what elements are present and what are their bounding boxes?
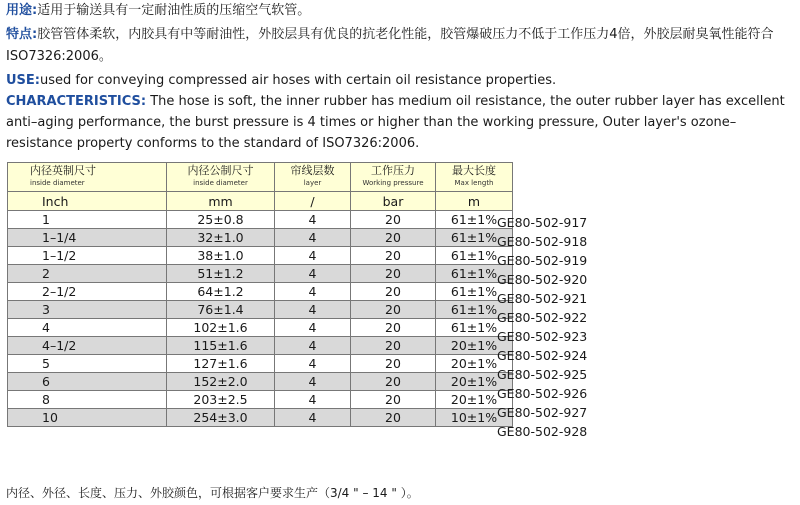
unit-mm: mm bbox=[167, 192, 275, 211]
table-row bbox=[8, 229, 513, 247]
cell-working-pressure: 20 bbox=[351, 229, 436, 247]
cell-mm-size: 76±1.4 bbox=[167, 301, 275, 319]
cell-inch-size: 2–1/2 bbox=[8, 283, 167, 301]
cell-working-pressure: 20 bbox=[351, 301, 436, 319]
cell-max-length: 20±1% bbox=[436, 355, 513, 373]
cell-mm-size: 32±1.0 bbox=[167, 229, 275, 247]
cell-layer-count: 4 bbox=[275, 265, 351, 283]
table-row bbox=[8, 247, 513, 265]
cell-inch-size: 6 bbox=[8, 373, 167, 391]
product-code: GE80-502-920 bbox=[497, 272, 588, 287]
cell-working-pressure: 20 bbox=[351, 211, 436, 229]
cell-layer-count: 4 bbox=[275, 247, 351, 265]
product-code: GE80-502-919 bbox=[497, 253, 588, 268]
characteristics-en-label: CHARACTERISTICS: bbox=[6, 94, 147, 109]
characteristics-cn bbox=[6, 24, 796, 68]
product-code: GE80-502-928 bbox=[497, 424, 588, 439]
table-row bbox=[8, 283, 513, 301]
cell-inch-size: 3 bbox=[8, 301, 167, 319]
unit-layer: / bbox=[275, 192, 351, 211]
cell-inch-size: 10 bbox=[8, 409, 167, 427]
cell-working-pressure: 20 bbox=[351, 355, 436, 373]
usage-en-label: USE: bbox=[6, 73, 40, 88]
usage-cn-text: 适用于输送具有一定耐油性质的压缩空气软管。 bbox=[37, 3, 311, 18]
cell-inch-size: 4–1/2 bbox=[8, 337, 167, 355]
cell-layer-count: 4 bbox=[275, 391, 351, 409]
cell-max-length: 61±1% bbox=[436, 301, 513, 319]
characteristics-en bbox=[6, 91, 796, 154]
product-code: GE80-502-923 bbox=[497, 329, 588, 344]
cell-working-pressure: 20 bbox=[351, 247, 436, 265]
usage-cn bbox=[6, 0, 796, 22]
cell-inch-size: 2 bbox=[8, 265, 167, 283]
table-row bbox=[8, 409, 513, 427]
header-pressure: 工作压力 Working pressure bbox=[351, 163, 436, 192]
footer-note: 内径、外径、长度、压力、外胶颜色，可根据客户要求生产（3/4 " – 14 " ）。 bbox=[6, 486, 419, 500]
table-row bbox=[8, 301, 513, 319]
cell-inch-size: 1 bbox=[8, 211, 167, 229]
cell-working-pressure: 20 bbox=[351, 319, 436, 337]
cell-inch-size: 8 bbox=[8, 391, 167, 409]
characteristics-en-text: The hose is soft, the inner rubber has medium oil resistance, the outer rubber layer has excellent anti–aging performance, the burst pressure is 4 times or higher than the working pressure, Outer layer's ozone– resistance property conforms to the standard of ISO7326:2006. bbox=[6, 94, 785, 151]
product-code: GE80-502-925 bbox=[497, 367, 588, 382]
unit-pressure: bar bbox=[351, 192, 436, 211]
unit-length: m bbox=[436, 192, 513, 211]
product-code: GE80-502-926 bbox=[497, 386, 588, 401]
cell-working-pressure: 20 bbox=[351, 283, 436, 301]
cell-inch-size: 1–1/4 bbox=[8, 229, 167, 247]
header-layer: 帘线层数 layer bbox=[275, 163, 351, 192]
cell-max-length: 20±1% bbox=[436, 337, 513, 355]
unit-inch: Inch bbox=[8, 192, 167, 211]
product-code: GE80-502-918 bbox=[497, 234, 588, 249]
table-row bbox=[8, 265, 513, 283]
cell-layer-count: 4 bbox=[275, 229, 351, 247]
cell-max-length: 10±1% bbox=[436, 409, 513, 427]
table-row bbox=[8, 355, 513, 373]
characteristics-cn-label: 特点: bbox=[6, 27, 38, 42]
table-row bbox=[8, 211, 513, 229]
cell-layer-count: 4 bbox=[275, 283, 351, 301]
cell-max-length: 20±1% bbox=[436, 373, 513, 391]
cell-layer-count: 4 bbox=[275, 319, 351, 337]
cell-inch-size: 5 bbox=[8, 355, 167, 373]
table-row bbox=[8, 373, 513, 391]
cell-max-length: 61±1% bbox=[436, 247, 513, 265]
product-code: GE80-502-917 bbox=[497, 215, 588, 230]
cell-max-length: 61±1% bbox=[436, 283, 513, 301]
cell-layer-count: 4 bbox=[275, 409, 351, 427]
cell-mm-size: 64±1.2 bbox=[167, 283, 275, 301]
cell-layer-count: 4 bbox=[275, 337, 351, 355]
cell-mm-size: 115±1.6 bbox=[167, 337, 275, 355]
usage-en-text: used for conveying compressed air hoses with certain oil resistance properties. bbox=[40, 73, 557, 88]
cell-inch-size: 1–1/2 bbox=[8, 247, 167, 265]
cell-layer-count: 4 bbox=[275, 211, 351, 229]
table-header-row bbox=[8, 163, 513, 192]
cell-mm-size: 51±1.2 bbox=[167, 265, 275, 283]
cell-mm-size: 127±1.6 bbox=[167, 355, 275, 373]
product-code: GE80-502-922 bbox=[497, 310, 588, 325]
usage-en bbox=[6, 70, 796, 92]
spec-table bbox=[7, 162, 513, 427]
cell-layer-count: 4 bbox=[275, 373, 351, 391]
cell-working-pressure: 20 bbox=[351, 265, 436, 283]
cell-mm-size: 38±1.0 bbox=[167, 247, 275, 265]
product-code-list bbox=[497, 213, 587, 441]
cell-working-pressure: 20 bbox=[351, 337, 436, 355]
cell-working-pressure: 20 bbox=[351, 373, 436, 391]
cell-max-length: 61±1% bbox=[436, 229, 513, 247]
table-unit-row bbox=[8, 192, 513, 211]
cell-max-length: 61±1% bbox=[436, 265, 513, 283]
product-code: GE80-502-921 bbox=[497, 291, 588, 306]
usage-cn-label: 用途: bbox=[6, 3, 38, 18]
cell-layer-count: 4 bbox=[275, 301, 351, 319]
cell-working-pressure: 20 bbox=[351, 409, 436, 427]
cell-max-length: 20±1% bbox=[436, 391, 513, 409]
cell-mm-size: 203±2.5 bbox=[167, 391, 275, 409]
header-length: 最大长度 Max length bbox=[436, 163, 513, 192]
cell-mm-size: 102±1.6 bbox=[167, 319, 275, 337]
cell-inch-size: 4 bbox=[8, 319, 167, 337]
header-mm: 内径公制尺寸 inside diameter bbox=[167, 163, 275, 192]
table-row bbox=[8, 337, 513, 355]
cell-working-pressure: 20 bbox=[351, 391, 436, 409]
characteristics-cn-text: 胶管管体柔软，内胶具有中等耐油性，外胶层具有优良的抗老化性能，胶管爆破压力不低于工作压力4倍，外胶层耐臭氧性能符合ISO7326:2006。 bbox=[6, 27, 774, 64]
cell-max-length: 61±1% bbox=[436, 211, 513, 229]
product-code: GE80-502-924 bbox=[497, 348, 588, 363]
cell-mm-size: 152±2.0 bbox=[167, 373, 275, 391]
table-row bbox=[8, 391, 513, 409]
header-inch: 内径英制尺寸 inside diameter bbox=[8, 163, 167, 192]
cell-layer-count: 4 bbox=[275, 355, 351, 373]
cell-mm-size: 25±0.8 bbox=[167, 211, 275, 229]
cell-max-length: 61±1% bbox=[436, 319, 513, 337]
table-row bbox=[8, 319, 513, 337]
cell-mm-size: 254±3.0 bbox=[167, 409, 275, 427]
product-code: GE80-502-927 bbox=[497, 405, 588, 420]
